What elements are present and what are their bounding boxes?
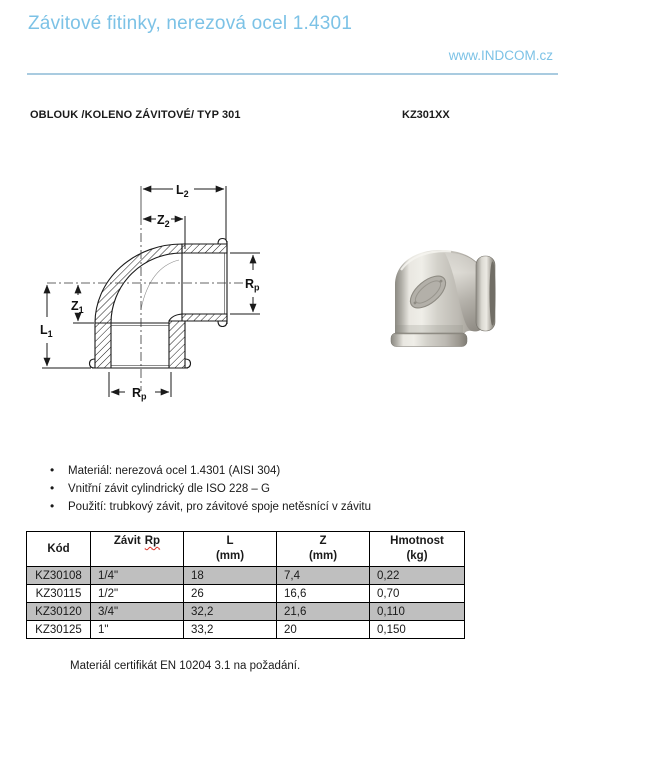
cell-z: 20 [277,621,370,639]
cell-l: 32,2 [184,603,277,621]
cell-l: 33,2 [184,621,277,639]
cell-hmotnost: 0,150 [370,621,465,639]
table-row [27,621,465,639]
list-item [50,463,371,481]
dim-label-z1: $Z_1$ [71,299,84,315]
cell-zavit: 1/4" [91,567,184,585]
cell-zavit: 3/4" [91,603,184,621]
table-row [27,585,465,603]
table-row [27,567,465,585]
center-lines [47,186,244,391]
dim-label-rp-right: $R_p$ [245,277,260,293]
dim-label-rp-bottom: $R_p$ [132,386,147,402]
cell-kod: KZ30125 [27,621,91,639]
bullet-icon: • [50,481,55,495]
page-title: Závitové fitinky, nerezová ocel 1.4301 [28,13,353,34]
list-item-text: Použití: trubkový závit, pro závitové spoje netěsnící v závitu [68,501,371,513]
cell-z: 16,6 [277,585,370,603]
certificate-note: Materiál certifikát EN 10204 3.1 na požadání. [70,660,301,672]
feature-list [50,463,371,517]
cell-l: 26 [184,585,277,603]
cell-hmotnost: 0,22 [370,567,465,585]
product-code: KZ301XX [402,109,450,121]
table-header-row [27,532,465,567]
cell-hmotnost: 0,110 [370,603,465,621]
spec-table [26,531,465,639]
website-link[interactable]: www.INDCOM.cz [448,48,553,63]
col-header-hmotnost: Hmotnost (kg) [370,532,465,567]
cell-z: 21,6 [277,603,370,621]
list-item [50,499,371,517]
technical-drawing [30,166,270,406]
list-item [50,481,371,499]
col-header-l: L (mm) [184,532,277,567]
elbow-section [90,239,228,369]
cell-z: 7,4 [277,567,370,585]
list-item-text: Vnitřní závit cylindrický dle ISO 228 – G [68,483,270,495]
col-header-z: Z (mm) [277,532,370,567]
spellcheck-underline: Rp [144,535,161,547]
bullet-icon: • [50,463,55,477]
bullet-icon: • [50,499,55,513]
col-header-kod: Kód [27,532,91,567]
elbow-fitting-photo [391,250,496,347]
col-header-zavit: Závit Rp [91,532,184,567]
cell-kod: KZ30108 [27,567,91,585]
bottom-port-bead [391,333,467,347]
cell-kod: KZ30120 [27,603,91,621]
dim-label-l1: $L_1$ [40,323,53,339]
product-name: OBLOUK /KOLENO ZÁVITOVÉ/ TYP 301 [30,109,241,121]
dim-label-l2: $L_2$ [176,183,189,199]
cell-zavit: 1/2" [91,585,184,603]
header-divider [27,73,558,75]
cell-hmotnost: 0,70 [370,585,465,603]
product-photo [383,233,531,358]
cell-zavit: 1" [91,621,184,639]
right-port-mouth [490,262,496,326]
cell-l: 18 [184,567,277,585]
list-item-text: Materiál: nerezová ocel 1.4301 (AISI 304) [68,465,281,477]
cell-kod: KZ30115 [27,585,91,603]
dim-label-z2: $Z_2$ [157,213,170,229]
table-row [27,603,465,621]
